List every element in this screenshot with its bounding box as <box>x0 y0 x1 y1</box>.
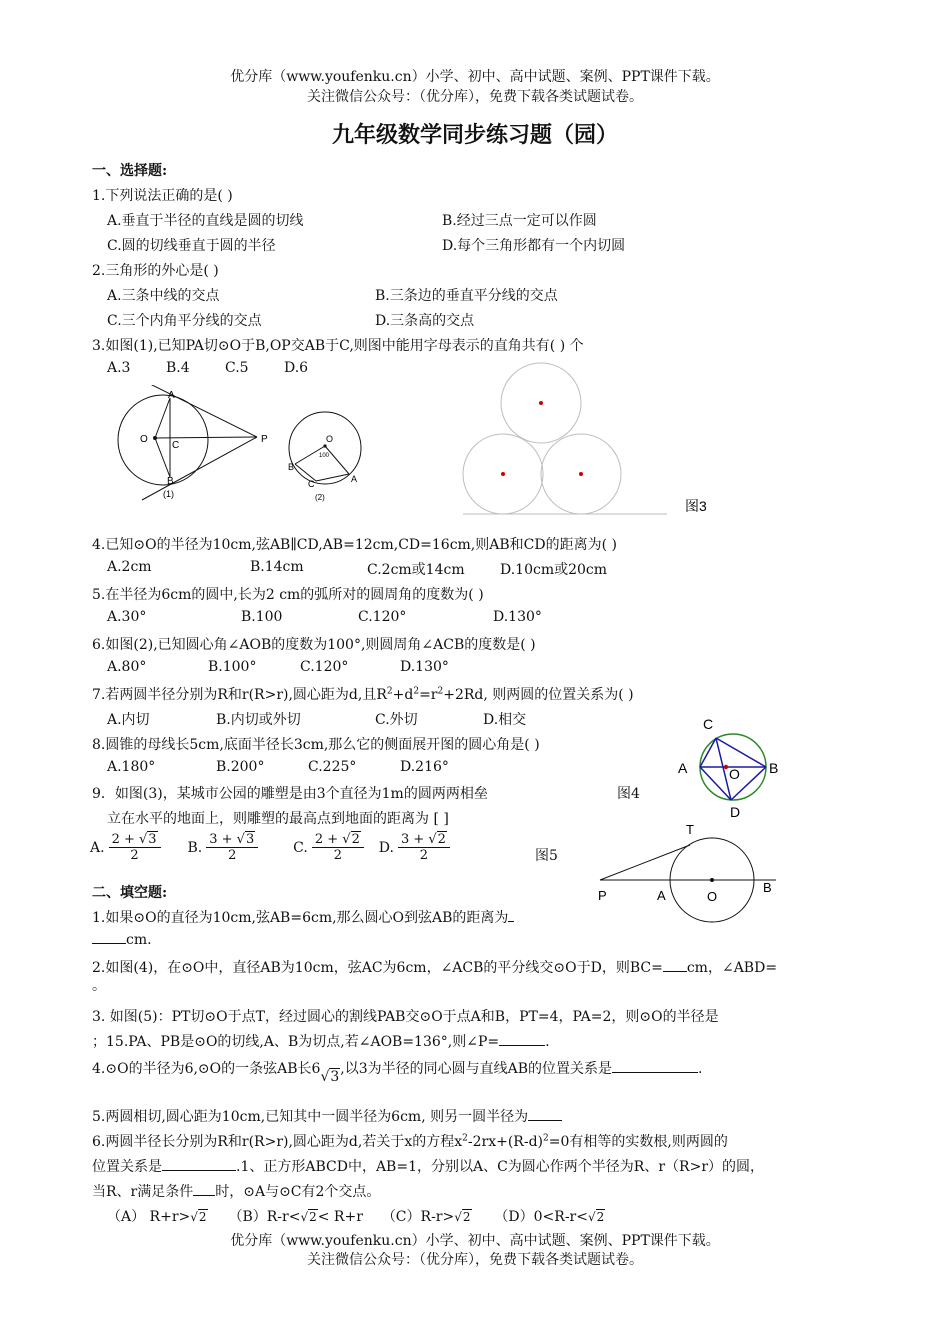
fig5-label-o: O <box>707 889 718 904</box>
footer-line-1: 优分库（www.youfenku.cn）小学、初中、高中试题、案例、PPT课件下载。 <box>230 1233 720 1249</box>
fig5-label-b: B <box>763 880 772 895</box>
fig1-label-o: O <box>140 434 148 445</box>
fig1-label-c: C <box>172 440 180 451</box>
fig4-label-b: B <box>769 760 779 776</box>
fig1-tangent-upper <box>142 385 257 437</box>
q7-option-c: C.外切 <box>375 712 418 728</box>
q4-stem: 4.已知⊙O的半径为10cm,弦AB∥CD,AB=12cm,CD=16cm,则AB和CD的距离为( ) <box>92 537 617 553</box>
fig1-label-p: P <box>261 434 268 445</box>
figure-2 <box>285 400 375 505</box>
f6-line2: 位置关系是 .1、正方形ABCD中，AB=1，分别以A、C为圆心作两个半径为R、r（R>r）的圆， <box>92 1159 765 1175</box>
q8-option-c: C.225° <box>308 759 357 775</box>
q1-option-c: C.圆的切线垂直于圆的半径 <box>107 238 276 254</box>
q5-option-a: A.30° <box>107 609 147 625</box>
q4-option-a: A.2cm <box>107 559 152 575</box>
q1-option-d: D.每个三角形都有一个内切圆 <box>442 238 626 254</box>
figure-4 <box>672 712 792 824</box>
q8-option-d: D.216° <box>400 759 449 775</box>
fig2-label-a: A <box>351 474 358 484</box>
q8-option-b: B.200° <box>216 759 265 775</box>
fig1-label-b: B <box>167 476 174 487</box>
figure-5 <box>590 818 790 928</box>
fig1-caption: (1) <box>163 489 174 499</box>
q3-option-a: A.3 <box>107 360 131 376</box>
fig3-caption: 图3 <box>685 498 707 514</box>
q5-option-c: C.120° <box>358 609 407 625</box>
q9-stem-line2: 立在水平的地面上，则雕塑的最高点到地面的距离为 [ ] <box>107 811 449 827</box>
q6-option-a: A.80° <box>107 659 147 675</box>
fig5-label-p: P <box>598 888 607 903</box>
fig3-center-right <box>579 472 583 476</box>
fig4-label-a: A <box>678 760 688 776</box>
fig3-center-left <box>501 472 505 476</box>
q4-option-b: B.14cm <box>250 559 304 575</box>
q5-option-b: B.100 <box>241 609 283 625</box>
q8-stem: 8.圆锥的母线长5cm,底面半径长3cm,那么它的侧面展开图的圆心角是( ) <box>92 737 540 753</box>
q7-option-d: D.相交 <box>483 712 527 728</box>
fig1-tangent-lower <box>142 437 257 500</box>
q7-option-a: A.内切 <box>107 712 150 728</box>
f6-line3: 当R、r满足条件 时，⊙A与⊙C有2个交点。 <box>92 1184 381 1200</box>
q2-stem: 2.三角形的外心是( ) <box>92 263 219 279</box>
q8-option-a: A.180° <box>107 759 156 775</box>
q4-option-c: C.2cm或14cm <box>367 562 465 578</box>
f4-answer-blank <box>612 1072 698 1073</box>
f6-condition-blank <box>193 1195 215 1196</box>
fig2-label-o: O <box>326 434 334 444</box>
q6-option-c: C.120° <box>300 659 349 675</box>
q1-stem: 1.下列说法正确的是( ) <box>92 188 233 204</box>
f1-line1: 1.如果⊙O的直径为10cm,弦AB=6cm,那么圆心O到弦AB的距离为 <box>92 907 514 927</box>
f6-answer-blank <box>162 1170 236 1171</box>
f5-line: 5.两圆相切,圆心距为10cm,已知其中一圆半径为6cm, 则另一圆半径为 <box>92 1106 562 1126</box>
fig5-tangent-pt <box>600 845 690 880</box>
f6-line1: 6.两圆半径长分别为R和r(R>r),圆心距为d,若关于x的方程$x^2-2rx+(R-d)^2=0$有相等的实数根,则两圆的 <box>92 1133 728 1150</box>
footer-line-2: 关注微信公众号：（优分库），免费下载各类试题试卷。 <box>307 1252 643 1268</box>
q9-option-a: A. $\frac{2 + √3}{2}$ <box>90 840 169 856</box>
q3-option-d: D.6 <box>284 360 309 376</box>
f1-answer-blank <box>92 943 126 944</box>
q9-option-d: D. $\frac{3 + √2}{2}$ <box>379 840 454 856</box>
figure-1 <box>105 385 275 505</box>
fig3-center-top <box>539 401 543 405</box>
fig5-label-t: T <box>686 822 694 837</box>
q6-stem: 6.如图(2),已知圆心角∠AOB的度数为100°,则圆周角∠ACB的度数是( ) <box>92 637 536 653</box>
fig4-label-d: D <box>730 804 741 820</box>
f2-answer-blank <box>663 971 687 972</box>
fig2-caption: (2) <box>315 493 325 502</box>
fig4-caption: 图4 <box>617 786 640 802</box>
q1-option-a: A.垂直于半径的直线是圆的切线 <box>107 213 304 229</box>
header-line-1: 优分库（www.youfenku.cn）小学、初中、高中试题、案例、PPT课件下载。 <box>230 69 720 85</box>
q3-stem: 3.如图(1),已知PA切⊙O于B,OP交AB于C,则图中能用字母表示的直角共有( ) 个 <box>92 338 584 354</box>
q1-option-b: B.经过三点一定可以作圆 <box>442 213 597 229</box>
f3-line1: 3. 如图(5)：PT切⊙O于点T，经过圆心的割线PAB交⊙O于点A和B，PT=4，PA=2，则⊙O的半径是 <box>92 1009 719 1025</box>
fig5-caption: 图5 <box>535 848 558 864</box>
section-fill-heading: 二、填空题: <box>92 885 168 901</box>
q3-option-c: C.5 <box>225 360 249 376</box>
q3-option-b: B.4 <box>166 360 190 376</box>
q4-option-d: D.10cm或20cm <box>500 562 608 578</box>
q2-option-a: A.三条中线的交点 <box>107 288 220 304</box>
q9-option-c: C. $\frac{2 + √2}{2}$ <box>293 840 372 856</box>
q9-option-b: B. $\frac{3 + √3}{2}$ <box>187 840 266 856</box>
fig1-center-dot <box>153 436 157 440</box>
fig4-center-dot <box>724 765 728 769</box>
f3-line2: ；15.PA、PB是⊙O的切线,A、B为切点,若∠AOB=136°,则∠P= . <box>92 1034 550 1050</box>
q7-stem: 7.若两圆半径分别为R和r(R>r),圆心距为d,且$R^2+d^2=r^2+2Rd$, 则两圆的位置关系为( ) <box>92 686 634 703</box>
fig2-angle-label: 100 <box>319 453 330 459</box>
f5-answer-blank <box>528 1120 562 1121</box>
f1-line2: cm. <box>92 932 152 948</box>
fig1-label-a: A <box>168 390 175 401</box>
f2-line2: 。 <box>92 978 106 994</box>
f3-answer-blank <box>499 1045 545 1046</box>
figure-3 <box>455 360 725 520</box>
q9-stem-line1: 9．如图(3)，某城市公园的雕塑是由3个直径为1m的圆两两相垒 <box>92 786 488 802</box>
q5-stem: 5.在半径为6cm的圆中,长为2 cm的弧所对的圆周角的度数为( ) <box>92 587 484 603</box>
q7-option-b: B.内切或外切 <box>216 712 301 728</box>
f6-options: （A） R+r>√2 （B）R-r<√2< R+r （C）R-r>√2 （D）0<R-r<√2 <box>107 1209 605 1225</box>
fig2-label-b: B <box>288 462 295 472</box>
q2-option-c: C.三个内角平分线的交点 <box>107 313 262 329</box>
q2-option-b: B.三条边的垂直平分线的交点 <box>375 288 558 304</box>
page-title: 九年级数学同步练习题（园） <box>331 122 618 148</box>
f2-line1: 2.如图(4)，在⊙O中，直径AB为10cm，弦AC为6cm，∠ACB的平分线交⊙O于D，则BC= cm，∠ABD= <box>92 960 778 976</box>
header-line-2: 关注微信公众号：（优分库），免费下载各类试题试卷。 <box>307 89 643 105</box>
fig5-label-a: A <box>657 888 666 903</box>
q5-option-d: D.130° <box>493 609 542 625</box>
q6-option-d: D.130° <box>400 659 449 675</box>
section-choice-heading: 一、选择题: <box>92 163 168 179</box>
q6-option-b: B.100° <box>208 659 257 675</box>
fig4-label-c: C <box>703 716 714 732</box>
f4-line: 4.⊙O的半径为6,⊙O的一条弦AB长6√3,以3为半径的同心圆与直线AB的位置关系是 . <box>92 1061 703 1085</box>
fig4-label-o: O <box>729 766 740 782</box>
fig2-label-c: C <box>308 479 315 489</box>
q9-options <box>90 832 454 863</box>
q2-option-d: D.三条高的交点 <box>375 313 475 329</box>
